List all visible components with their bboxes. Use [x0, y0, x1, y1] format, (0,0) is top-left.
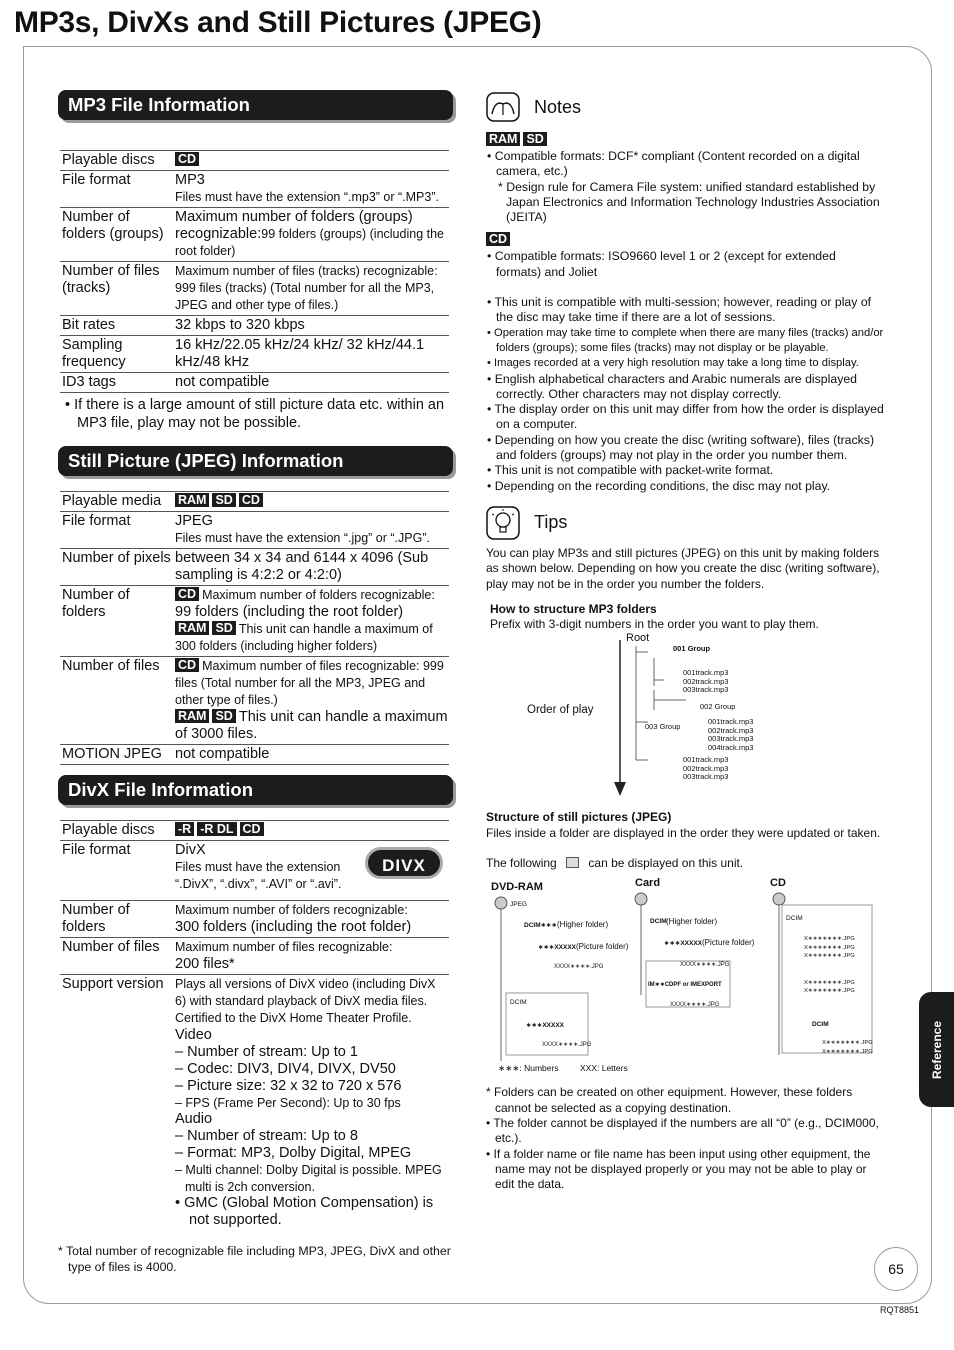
- value-small: Files must have the extension “.mp3” or “.MP3”.: [175, 190, 439, 204]
- tips-title: Tips: [534, 512, 568, 533]
- row-key: Playable discs: [60, 151, 175, 171]
- support-line: – Number of stream: Up to 1: [175, 1043, 358, 1060]
- row-key: Number of files: [60, 657, 175, 745]
- tips-footnote: • If a folder name or file name has been input using other equipment, the name may not be displayed properly or you may not be able to play or edit the data.: [486, 1146, 871, 1192]
- jpeg-info-table: [60, 491, 449, 765]
- row-value: [175, 974, 449, 1230]
- dcim-folder: DCIM: [510, 999, 527, 1007]
- following-pre: The following: [486, 856, 557, 871]
- cd-badge: CD: [175, 152, 199, 166]
- legend-letters: XXX: Letters: [580, 1063, 628, 1074]
- value-text: 99 folders (including the root folder): [175, 604, 404, 620]
- jpeg-folder-label: JPEG: [510, 901, 527, 909]
- reference-tab-label: Reference: [929, 1020, 944, 1079]
- support-line: – FPS (Frame Per Second): Up to 30 fps: [175, 1095, 401, 1110]
- file-name: 002track.mp3: [683, 763, 729, 773]
- table-row: [60, 745, 449, 765]
- row-value: [175, 586, 449, 657]
- row-key: Number of folders: [60, 586, 175, 657]
- card-dcim: DCIM: [650, 918, 667, 926]
- table-row: [60, 151, 449, 171]
- list-item: • Depending on how you create the disc (writing software), files (tracks) and folders (groups) may not play in the order you number them.: [487, 432, 875, 463]
- mp3-structure-text: Prefix with 3-digit numbers in the order you want to play them.: [490, 617, 819, 632]
- value-small: Maximum number of files recognizable: 999 files (Total number for all the MP3, JPEG and other type of files.): [175, 659, 444, 707]
- jpeg-section-header: Still Picture (JPEG) Information: [58, 446, 453, 476]
- list-item-text: Images recorded at a very high resolution may take a long time to display.: [494, 357, 859, 370]
- jpg-file: XXXX∗∗∗∗.JPG: [670, 1002, 720, 1009]
- row-key: Number of files: [60, 938, 175, 975]
- table-row: [60, 974, 449, 1230]
- file-name: 004track.mp3: [708, 742, 754, 752]
- jpeg-structure-text: Files inside a folder are displayed in the order they were updated or taken.: [486, 825, 881, 840]
- jpeg-structure-heading: Structure of still pictures (JPEG): [486, 810, 672, 825]
- cd-label: CD: [770, 877, 786, 890]
- order-of-play-label: Order of play: [527, 704, 594, 717]
- row-value: 32 kbps to 320 kbps: [175, 316, 449, 336]
- row-key: Bit rates: [60, 316, 175, 336]
- divx-info-table: [60, 820, 449, 1230]
- value-text: DivX: [175, 842, 206, 858]
- list-item-text: Depending on how you create the disc (writing software), files (tracks) and folders (groups) may not play in the order you number them.: [494, 432, 875, 463]
- list-item-text: Compatible formats: DCF* compliant (Content recorded on a digital camera, etc.): [494, 149, 860, 179]
- support-line: – Multi channel: Dolby Digital is possible. MPEG multi is 2ch conversion.: [175, 1163, 442, 1194]
- row-key: Support version: [60, 974, 175, 1230]
- file-name: X∗∗∗∗∗∗∗.JPG: [804, 979, 855, 986]
- support-line: – Number of stream: Up to 8: [175, 1128, 358, 1144]
- file-name: X∗∗∗∗∗∗∗.JPG: [804, 944, 855, 951]
- cd-badge-wrap: [486, 231, 884, 249]
- list-item: • Depending on the recording conditions, the disc may not play.: [487, 478, 831, 493]
- row-key: Playable discs: [60, 821, 175, 841]
- jpeg-structure-diagram: [486, 875, 884, 1075]
- row-value: [175, 208, 449, 262]
- file-list: [683, 756, 728, 782]
- value-small: Files must have the extension “.DivX”, “.divx”, “.AVI” or “.avi”.: [175, 860, 342, 891]
- mp3-section-header: MP3 File Information: [58, 90, 453, 120]
- sd-badge: SD: [212, 621, 235, 635]
- row-key: File format: [60, 512, 175, 549]
- file-name: 003track.mp3: [708, 734, 754, 744]
- table-row: [60, 316, 449, 336]
- following-line: [486, 856, 884, 871]
- row-key: Number of folders (groups): [60, 208, 175, 262]
- list-item: • Compatible formats: DCF* compliant (Content recorded on a digital camera, etc.): [487, 149, 860, 179]
- list-item: • This unit is not compatible with packet-write format.: [487, 463, 774, 478]
- table-row: [60, 171, 449, 208]
- table-row: [60, 841, 449, 901]
- value-text: 200 files*: [175, 955, 235, 972]
- value-text: This unit can handle a maximum of 3000 files.: [175, 709, 448, 742]
- notes-ram-list: [486, 149, 884, 180]
- value-small: Files must have the extension “.jpg” or “.JPG”.: [175, 531, 430, 545]
- mp3-info-table: [60, 150, 449, 393]
- list-item-text: Operation may take time to complete when there are many files (tracks) and/or folders (groups); some files (tracks) may not display or be playable.: [494, 326, 884, 354]
- picture-folder-name: ∗∗∗XXXXX: [526, 1022, 565, 1030]
- row-value: [175, 938, 449, 975]
- file-name: X∗∗∗∗∗∗∗.JPG: [804, 953, 855, 960]
- higher-folder-label: (Higher folder): [557, 920, 609, 930]
- tips-intro: You can play MP3s and still pictures (JPEG) on this unit by making folders as shown below. Depending on how you create the disc (writing software), play may not be in the order you number the folders.: [486, 545, 880, 591]
- card-export-folder: IM∗∗CDPF or IMEXPORT: [648, 982, 722, 989]
- picture-folder-label: (Picture folder): [576, 942, 629, 952]
- picture-folder-name: ∗∗∗XXXXX: [538, 944, 577, 952]
- group-label: 002 Group: [700, 702, 736, 712]
- page-number: 65: [874, 1247, 918, 1291]
- value-small: Maximum number of folders recognizable:: [202, 588, 435, 602]
- support-line: • GMC (Global Motion Compensation) is not supported.: [175, 1195, 434, 1228]
- row-value: [175, 657, 449, 745]
- value-text: JPEG: [175, 513, 213, 529]
- table-row: [60, 336, 449, 373]
- cd-file-list: [804, 935, 855, 996]
- list-item-text: This unit is compatible with multi-session; however, reading or play of the disc may take time if there are a lot of sessions.: [494, 295, 872, 325]
- cd-badge: CD: [486, 232, 510, 246]
- file-name: X∗∗∗∗∗∗∗.JPG: [822, 1040, 873, 1047]
- list-item: • Operation may take time to complete when there are many files (tracks) and/or folders (groups); some files (tracks) may not display or be playable.: [487, 326, 884, 354]
- file-name: 002track.mp3: [708, 725, 754, 735]
- notes-general-list: [486, 295, 884, 494]
- row-key: MOTION JPEG: [60, 745, 175, 765]
- rdl-badge: -R DL: [197, 822, 236, 836]
- page-title: MP3s, DivXs and Still Pictures (JPEG): [14, 6, 542, 39]
- sd-badge: SD: [212, 709, 235, 723]
- cd-dcim-sub: DCIM: [812, 1021, 829, 1029]
- notes-title: Notes: [534, 96, 582, 117]
- mp3-note: • If there is a large amount of still picture data etc. within an MP3 file, play may not be possible.: [65, 397, 445, 431]
- sd-badge: SD: [212, 493, 235, 507]
- jpg-file: XXXX∗∗∗∗.JPG: [680, 962, 730, 969]
- value-small: 99 folders (groups) (including the root folder): [175, 227, 444, 258]
- value-small: Plays all versions of DivX video (including DivX 6) with standard playback of DivX media files. Certified to the DivX Home Theater Profile.: [175, 976, 436, 1025]
- list-item-text: This unit is not compatible with packet-write format.: [494, 463, 774, 478]
- mp3-structure-heading: How to structure MP3 folders: [490, 601, 657, 616]
- card-picture-folder-name: ∗∗∗XXXXX: [664, 940, 703, 948]
- legend-numbers: ∗∗∗: Numbers: [498, 1063, 559, 1074]
- table-row: [60, 657, 449, 745]
- cd-badge: CD: [240, 822, 264, 836]
- sd-badge: SD: [523, 132, 546, 146]
- tips-header: [486, 506, 884, 540]
- tips-footnote: • The folder cannot be displayed if the numbers are all “0” (e.g., DCIM000, etc.).: [486, 1115, 879, 1146]
- support-line: – Picture size: 32 x 32 to 720 x 576: [175, 1077, 402, 1094]
- row-key: ID3 tags: [60, 373, 175, 393]
- table-row: [60, 262, 449, 316]
- row-value: between 34 x 34 and 6144 x 4096 (Sub sampling is 4:2:2 or 4:2:0): [175, 549, 449, 586]
- list-item-text: English alphabetical characters and Arabic numerals are displayed correctly. Other characters may not display correctly.: [494, 371, 858, 401]
- cd-file-list: [822, 1039, 873, 1056]
- value-small: This unit can handle a maximum of 300 folders (including higher folders): [175, 622, 433, 653]
- card-picture-folder-label: (Picture folder): [702, 938, 755, 948]
- group-label: 001 Group: [673, 644, 711, 654]
- divx-logo: DIVX: [365, 847, 443, 879]
- file-list: [708, 718, 753, 752]
- list-item: • Images recorded at a very high resolution may take a long time to display.: [487, 357, 859, 370]
- row-value: 16 kHz/22.05 kHz/24 kHz/ 32 kHz/44.1 kHz/48 kHz: [175, 336, 449, 373]
- jpg-file: XXXX∗∗∗∗.JPG: [542, 1042, 592, 1049]
- ram-badge: RAM: [486, 132, 520, 146]
- value-small: Maximum number of files recognizable:: [175, 940, 393, 954]
- row-key: Number of files (tracks): [60, 262, 175, 316]
- table-row: [60, 901, 449, 938]
- list-item: • English alphabetical characters and Arabic numerals are displayed correctly. Other characters may not display correctly.: [487, 371, 858, 401]
- card-higher-folder: (Higher folder): [666, 917, 718, 927]
- support-line: Audio: [175, 1111, 213, 1127]
- value-small: Maximum number of files (tracks) recognizable: 999 files (tracks) (Total number for all the MP3, JPEG and other type of files.): [175, 264, 438, 312]
- left-column: [58, 90, 453, 1275]
- file-name: X∗∗∗∗∗∗∗.JPG: [804, 936, 855, 943]
- list-item: • Compatible formats: ISO9660 level 1 or 2 (except for extended formats) and Joliet: [487, 249, 836, 279]
- card-label: Card: [635, 877, 661, 890]
- jpg-file: XXXX∗∗∗∗.JPG: [554, 964, 604, 971]
- group-label: 003 Group: [645, 722, 681, 732]
- lightbulb-icon: [486, 506, 520, 540]
- value-small: Maximum number of folders recognizable:: [175, 903, 408, 917]
- row-value: [175, 821, 449, 841]
- row-key: Number of folders: [60, 901, 175, 938]
- mp3-folder-tree: [486, 632, 884, 802]
- file-name: 003track.mp3: [683, 685, 729, 695]
- row-value: [175, 512, 449, 549]
- row-key: Sampling frequency: [60, 336, 175, 373]
- list-item-text: Depending on the recording conditions, the disc may not play.: [494, 478, 831, 493]
- document-code: RQT8851: [880, 1305, 920, 1315]
- row-key: File format: [60, 841, 175, 901]
- row-value: [175, 262, 449, 316]
- row-value: not compatible: [175, 373, 449, 393]
- row-key: File format: [60, 171, 175, 208]
- row-value: [175, 901, 449, 938]
- list-item-text: Compatible formats: ISO9660 level 1 or 2 (except for extended formats) and Joliet: [494, 249, 836, 279]
- row-value: [175, 151, 449, 171]
- folder-icon: [566, 857, 579, 868]
- tree-root: Root: [626, 632, 650, 645]
- dvd-ram-label: DVD-RAM: [491, 881, 543, 894]
- cd-dcim: DCIM: [786, 915, 803, 923]
- notes-cd-list: [486, 249, 884, 280]
- file-name: 003track.mp3: [683, 772, 729, 782]
- table-row: [60, 208, 449, 262]
- table-row: [60, 512, 449, 549]
- cd-badge: CD: [239, 493, 263, 507]
- file-list: [683, 669, 728, 695]
- file-name: 001track.mp3: [708, 717, 754, 727]
- cd-badge: CD: [175, 658, 199, 672]
- file-name: 002track.mp3: [683, 676, 729, 686]
- notes-header: [486, 90, 884, 124]
- ram-badge: RAM: [175, 621, 209, 635]
- right-column: [486, 90, 884, 1192]
- row-value: [175, 841, 449, 901]
- row-value: not compatible: [175, 745, 449, 765]
- ram-badge: RAM: [175, 493, 209, 507]
- divx-section-header: DivX File Information: [58, 775, 453, 805]
- support-line: Video: [175, 1026, 212, 1043]
- row-key: Playable media: [60, 492, 175, 512]
- file-name: 001track.mp3: [683, 755, 729, 765]
- cd-badge: CD: [175, 587, 199, 601]
- row-value: [175, 171, 449, 208]
- row-value: [175, 492, 449, 512]
- value-text: MP3: [175, 172, 205, 188]
- ram-badge: RAM: [175, 709, 209, 723]
- file-name: 001track.mp3: [683, 668, 729, 678]
- table-row: [60, 549, 449, 586]
- list-item: • The display order on this unit may differ from how the order is displayed on a computer.: [487, 402, 884, 432]
- value-text: Maximum number of folders (groups) recognizable:: [175, 209, 413, 242]
- r-badge: -R: [175, 822, 194, 836]
- table-row: [60, 821, 449, 841]
- footnote-text: Total number of recognizable file including MP3, JPEG, DivX and other type of files is 4000.: [65, 1244, 451, 1274]
- divx-footnote: * Total number of recognizable file including MP3, JPEG, DivX and other type of files is 4000.: [58, 1244, 451, 1274]
- file-name: X∗∗∗∗∗∗∗.JPG: [804, 988, 855, 995]
- reference-tab: [919, 992, 954, 1107]
- file-name: X∗∗∗∗∗∗∗.JPG: [822, 1048, 873, 1055]
- list-item: • This unit is compatible with multi-session; however, reading or play of the disc may take time if there are a lot of sessions.: [487, 295, 872, 325]
- ram-sd-badges: [486, 131, 884, 149]
- table-row: [60, 938, 449, 975]
- value-text: 300 folders (including the root folder): [175, 918, 412, 935]
- table-row: [60, 586, 449, 657]
- list-item-text: The display order on this unit may differ from how the order is displayed on a computer.: [494, 402, 884, 432]
- support-line: – Format: MP3, Dolby Digital, MPEG: [175, 1145, 412, 1161]
- table-row: [60, 492, 449, 512]
- table-row: [60, 373, 449, 393]
- tips-footnote: * Folders can be created on other equipment. However, these folders cannot be selected as a copying destination.: [486, 1085, 853, 1115]
- support-line: – Codec: DIV3, DIV4, DIVX, DV50: [175, 1060, 396, 1077]
- notes-ram-sub: * Design rule for Camera File system: unified standard established by Japan Electronics and Information Technology Industries Association (JEITA): [498, 179, 880, 225]
- row-key: Number of pixels: [60, 549, 175, 586]
- notes-icon: [486, 92, 520, 122]
- following-post: can be displayed on this unit.: [588, 856, 744, 871]
- dcim-label: DCIM∗∗∗: [524, 922, 557, 930]
